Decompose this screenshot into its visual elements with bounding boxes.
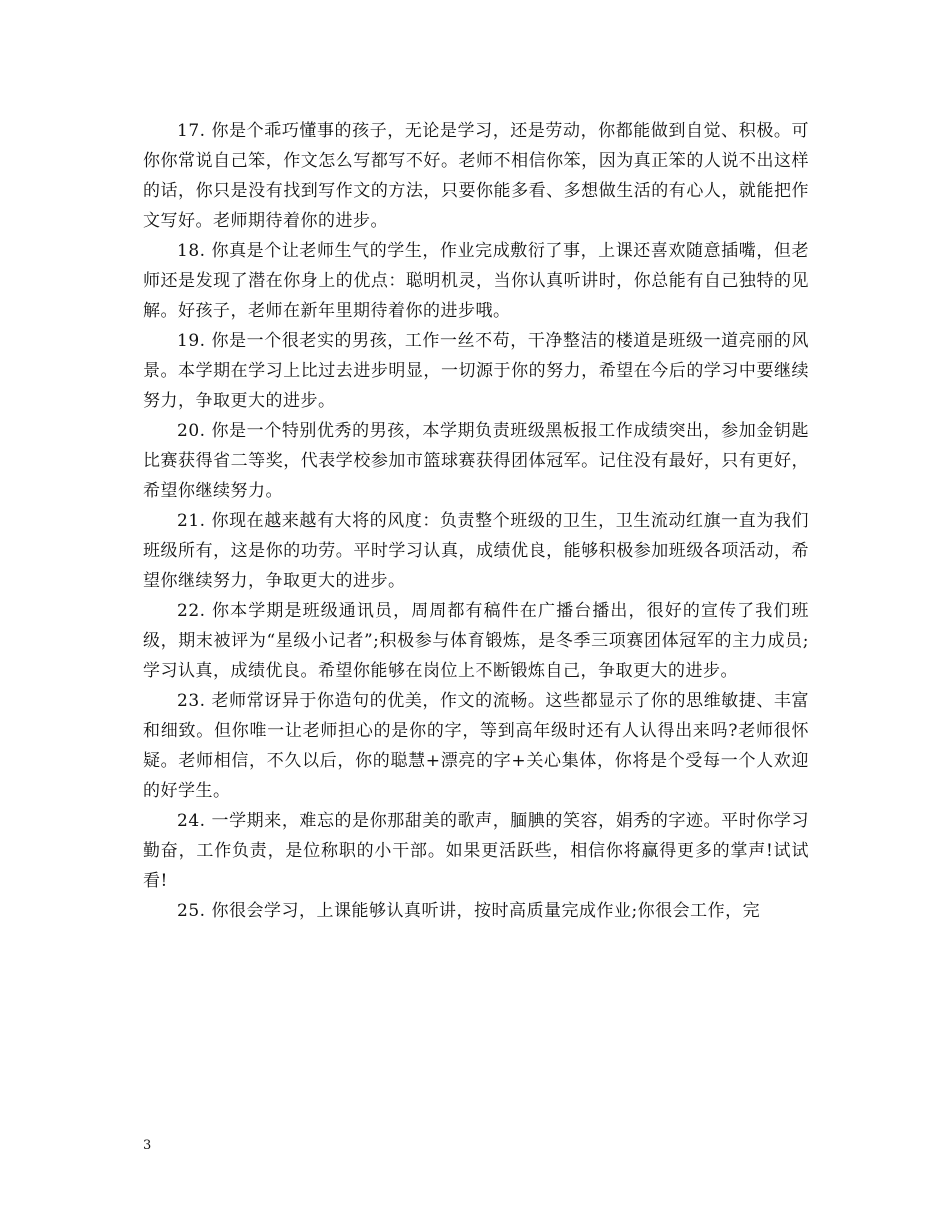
paragraph-21: 21. 你现在越来越有大将的风度：负责整个班级的卫生，卫生流动红旗一直为我们班级所有，这是你的功劳。平时学习认真，成绩优良，能够积极参加班级各项活动，希望你继续努力，争取更大的进步。 — [143, 511, 809, 591]
paragraph-23: 23. 老师常讶异于你造句的优美，作文的流畅。这些都显示了你的思维敏捷、丰富和细致。但你唯一让老师担心的是你的字，等到高年级时还有人认得出来吗?老师很怀疑。老师相信，不久以后，你的聪慧+漂亮的字+关心集体，你将是个受每一个人欢迎的好学生。 — [143, 691, 809, 801]
paragraph-22: 22. 你本学期是班级通讯员，周周都有稿件在广播台播出，很好的宣传了我们班级，期末被评为“星级小记者”;积极参与体育锻炼，是冬季三项赛团体冠军的主力成员;学习认真，成绩优良。希望你能够在岗位上不断锻炼自己，争取更大的进步。 — [143, 601, 809, 681]
page-number: 3 — [143, 1138, 152, 1153]
paragraph-25: 25. 你很会学习，上课能够认真听讲，按时高质量完成作业;你很会工作，完 — [177, 901, 761, 921]
comments-body — [143, 116, 809, 926]
paragraph-18: 18. 你真是个让老师生气的学生，作业完成敷衍了事，上课还喜欢随意插嘴，但老师还是发现了潜在你身上的优点：聪明机灵，当你认真听讲时，你总能有自己独特的见解。好孩子，老师在新年里期待着你的进步哦。 — [143, 241, 809, 321]
paragraph-17: 17. 你是个乖巧懂事的孩子，无论是学习，还是劳动，你都能做到自觉、积极。可你你常说自己笨，作文怎么写都写不好。老师不相信你笨，因为真正笨的人说不出这样的话，你只是没有找到写作文的方法，只要你能多看、多想做生活的有心人，就能把作文写好。老师期待着你的进步。 — [143, 121, 809, 231]
paragraph-24: 24. 一学期来，难忘的是你那甜美的歌声，腼腆的笑容，娟秀的字迹。平时你学习勤奋，工作负责，是位称职的小干部。如果更活跃些，相信你将赢得更多的掌声!试试看! — [143, 811, 809, 891]
paragraph-20: 20. 你是一个特别优秀的男孩，本学期负责班级黑板报工作成绩突出，参加金钥匙比赛获得省二等奖，代表学校参加市篮球赛获得团体冠军。记住没有最好，只有更好，希望你继续努力。 — [143, 421, 809, 501]
paragraph-19: 19. 你是一个很老实的男孩，工作一丝不苟，干净整洁的楼道是班级一道亮丽的风景。本学期在学习上比过去进步明显，一切源于你的努力，希望在今后的学习中要继续努力，争取更大的进步。 — [143, 331, 809, 411]
